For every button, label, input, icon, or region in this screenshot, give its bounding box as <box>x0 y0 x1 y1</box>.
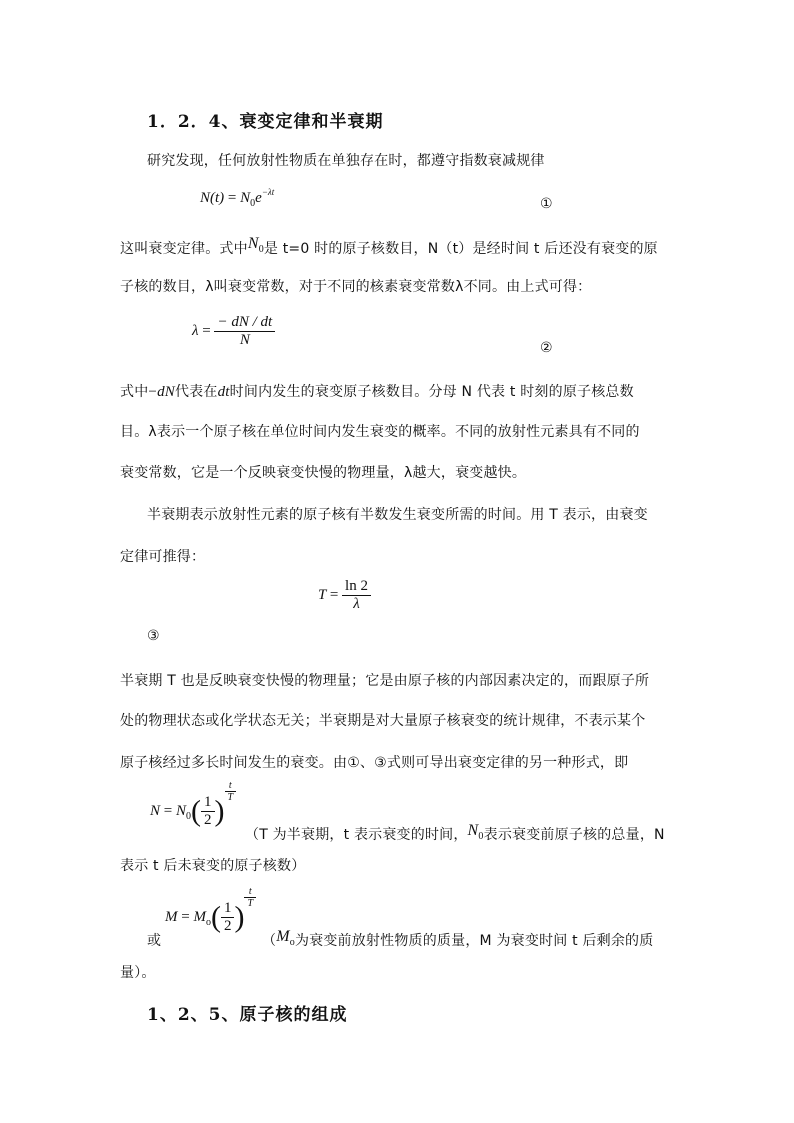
equation-marker-1: ① <box>540 196 553 212</box>
symbol-n0: $N_0$ <box>247 235 264 255</box>
text-segment: 表示衰变前原子核的总量，N <box>483 827 665 843</box>
paragraph-half-life-line2: 定律可推得： <box>120 549 206 565</box>
paragraph-n-form-line2: 表示 t 后未衰变的原子核数） <box>120 858 306 874</box>
text-segment: 代表在 <box>174 384 218 400</box>
text-or: 或 <box>147 933 162 949</box>
symbol-dt: dt <box>217 384 230 400</box>
equation-marker-2: ② <box>540 340 553 356</box>
equation-decay-law: $N(t) = N_0e^{-\lambda t}$ <box>200 187 275 209</box>
paragraph-decay-law-line2: 子核的数目，λ叫衰变常数，对于不同的核素衰变常数λ不同。由上式可得： <box>120 279 592 295</box>
paragraph-half-life-line1: 半衰期表示放射性元素的原子核有半数发生衰变所需的时间。用 T 表示，由衰变 <box>147 507 648 523</box>
text-segment: 这叫衰变定律。式中 <box>120 241 248 257</box>
section-heading-1-2-4: 1．2．4、衰变定律和半衰期 <box>147 112 384 132</box>
section-heading-1-2-5: 1、2、5、原子核的组成 <box>147 1005 348 1025</box>
symbol-minus-dn: −dN <box>148 384 175 400</box>
text-segment: 式中 <box>120 384 149 400</box>
text-segment: （T 为半衰期，t 表示衰变的时间， <box>245 827 468 843</box>
paragraph-half-life-props-line2: 处的物理状态或化学状态无关；半衰期是对大量原子核衰变的统计规律，不表示某个 <box>120 713 646 729</box>
text-segment: 是 t=0 时的原子核数目，N（t）是经时间 t 后还没有衰变的原 <box>263 241 658 257</box>
text-segment: 为衰变前放射性物质的质量，M 为衰变时间 t 后剩余的质 <box>294 933 654 949</box>
paragraph-m-form-line2: 量）。 <box>120 965 156 981</box>
paragraph-half-life-props-line1: 半衰期 T 也是反映衰变快慢的物理量；它是由原子核的内部因素决定的，而跟原子所 <box>120 673 650 689</box>
paragraph-explanation-line3: 衰变常数，它是一个反映衰变快慢的物理量，λ越大，衰变越快。 <box>120 465 527 481</box>
symbol-n0: $N_0$ <box>467 822 484 842</box>
equation-decay-constant: λ = $\frac{- dN / dt}{N}$ <box>192 314 275 349</box>
paragraph-decay-law-line1 <box>120 235 658 258</box>
equation-decay-mass-form: $M = M_o$( $\frac{1}{2}$ ) $\frac{t}{T}$ <box>165 900 256 935</box>
text-segment: （ <box>262 933 277 949</box>
equation-decay-half-life-form: $N = N_0$( $\frac{1}{2}$ ) $\frac{t}{T}$ <box>150 794 236 829</box>
paragraph-half-life-props-line3: 原子核经过多长时间发生的衰变。由①、③式则可导出衰变定律的另一种形式，即 <box>120 755 629 771</box>
equation-half-life: T = $\frac{\ln 2}{\lambda}$ <box>318 578 371 613</box>
text-segment: 时间内发生的衰变原子核数目。分母 N 代表 t 时刻的原子核总数 <box>229 384 634 400</box>
paragraph-explanation-line1 <box>120 381 634 401</box>
paragraph-n-form-line1 <box>245 824 665 844</box>
symbol-mo: $M_o$ <box>276 928 295 948</box>
paragraph-intro: 研究发现，任何放射性物质在单独存在时，都遵守指数衰减规律 <box>147 153 545 169</box>
equation-marker-3: ③ <box>147 628 160 644</box>
paragraph-m-form-line1 <box>262 930 653 950</box>
paragraph-explanation-line2: 目。λ表示一个原子核在单位时间内发生衰变的概率。不同的放射性元素具有不同的 <box>120 424 640 440</box>
